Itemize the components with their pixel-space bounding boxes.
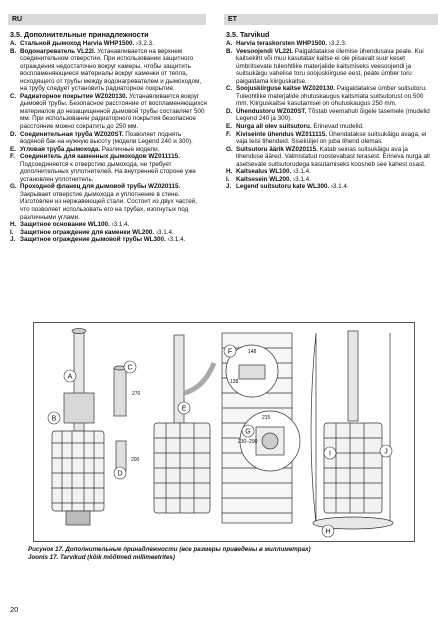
item-text: Katab seinas suitsukäigu ava ja tihenduse ääred. Valmistatud roostevabast terasest. Erineva nurga all asetsevate suitsutorudega kasutamiseks koosneb see kahest osast. [236,145,430,168]
item-letter: B. [10,47,17,55]
item-body [20,221,207,229]
item-letter: B. [226,47,233,55]
item-letter: D. [10,130,17,138]
item-title: Радиаторное покрытие WZ020130. [20,92,128,100]
language-tab-et: ET [224,14,438,25]
item-letter: G. [226,145,233,153]
item-letter: I. [226,175,230,183]
item-text: Paigaldatakse ülemise ühendusava peale. Kui kaitsekiht või muu kasutatav kaitse ei ole piisavalt suur keset ümbritsevate tuleohtlike materjalide kaitsmiseks veesoojendi ja suitsukäigu vahelise toru soojuskiirguse eest, peate ümber toru paigaldama kiirguskaitse. [236,47,424,85]
list-item [10,48,207,93]
list-item [226,176,436,184]
item-text: Erinevad mudelid. [311,123,364,131]
list-item [10,221,207,229]
list-item [10,236,207,244]
list-item [226,123,436,131]
dim-f-height: 138 [230,379,239,385]
item-letter: E. [226,123,232,131]
callout-f: F [227,348,233,356]
item-body [236,168,436,176]
item-body [20,93,207,131]
list-item [226,40,436,48]
list-item [10,93,207,131]
item-title: Veesoojendi VL22I. [236,47,294,55]
item-text: ›3.1.4. [291,175,311,183]
item-title: Kaitsesein WL200. [236,175,292,183]
item-title: Защитное основание WL100. [20,221,110,229]
item-title: Legend suitsutoru kate WL300. [236,183,330,191]
item-body [20,40,207,48]
dim-c-height: 270 [132,391,141,397]
figure-caption [28,546,428,561]
item-body [236,123,436,131]
caption-ru: Рисунок 17. Дополнительные принадлежности (все размеры приведены в миллиметрах) [28,546,311,553]
item-letter: H. [10,221,17,229]
column-ru [10,30,207,244]
callout-e: E [181,405,187,413]
item-text: ›3.2.3. [327,40,347,47]
item-text: ›3.1.4. [109,221,130,229]
column-et [226,30,436,191]
item-text: Закрывает отверстие дымохода и уплотнение в стене. Изготовлен из нержавеющей стали. Состоит из двух частей, что позволяет использовать его на трубах, изогнутых под различными углами. [20,190,197,221]
caption-et: Joonis 17. Tarvikud (kõik mõõtmed millimeetrites) [28,553,175,561]
item-letter: I. [10,228,14,236]
item-letter: C. [226,85,233,93]
item-body [236,48,436,86]
item-letter: A. [10,40,17,47]
item-letter: C. [10,92,17,100]
item-body [236,176,436,184]
dim-g-width: 215 [262,415,271,421]
item-body [20,146,207,154]
item-letter: F. [226,130,231,138]
item-title: Suitsutoru äärik WZ020115. [236,145,318,153]
section-heading-ru: 3.5. Дополнительные принадлежности [10,30,149,39]
item-text: ›3.1.4. [291,168,311,176]
callout-j: J [384,448,388,456]
list-item [10,131,207,146]
item-title: Ühendustoru WZ020ST. [236,107,307,115]
item-letter: J. [10,236,16,244]
list-item [226,168,436,176]
list-item [226,183,436,191]
callout-c: C [127,364,133,372]
item-letter: H. [226,168,233,176]
item-title: Nurga all olev suitsutoru. [236,123,312,131]
item-text: Устанавливается вокруг дымовой трубы. Безопасное расстояние от воспламеняющихся материалов до незащищенной дымовой трубы составляет 500 мм. При использовании радиаторного покрытия безопасное расстояние можно сократить до 250 мм. [20,92,207,131]
list-item [10,146,207,154]
item-title: Соединительная труба WZ020ST. [20,130,124,138]
item-text: ›3.2.3. [134,40,154,47]
item-letter: E. [10,145,16,153]
item-title: Угловая труба дымохода. [20,145,101,153]
list-item [226,85,436,108]
item-title: Проходной фланец для дымовой трубы WZ020115. [20,183,181,191]
item-title: Kiviseinte ühendus WZ011115. [236,130,327,138]
item-text: ›3.1.4. [329,183,349,191]
item-body [236,131,436,146]
item-text: Устанавливается на верхнем соединительном отверстии. При использовании защитного ограждения недостаточно вокруг камеры, чтобы защитить воспламеняющиеся материалы вокруг каменки от тепла, исходящего от трубы между водонагревателем и дымоходом, на трубу следует установить радиаторное покрытие. [20,47,202,93]
item-letter: D. [226,107,233,115]
item-text: ›3.1.4. [154,228,174,236]
item-body [20,131,207,146]
accessories-figure [33,322,415,542]
item-body [20,183,207,221]
list-item [10,153,207,183]
item-letter: F. [10,153,15,161]
item-text: Различные модели. [100,145,160,153]
item-letter: A. [226,40,233,47]
callout-i: I [329,450,331,458]
dim-d-height: 200 [131,457,140,463]
callout-h: H [325,528,331,536]
item-title: Защитное ограждение для каменки WL200. [20,228,155,236]
item-body [20,236,207,244]
item-title: Защитное ограждение дымовой трубы WL300. [20,236,166,244]
item-text: Paigaldatakse ümber suitsutoru. Tuleohtlike materjalide ohutuskaugus kaitsmata suitsutorust on 500 mm. Kiirguskaitse kasutamisel on ohutuskaugus 250 mm. [236,85,427,108]
callout-g: G [245,428,251,436]
item-body [20,48,207,93]
item-title: Стальной дымоход Harvia WHP1500. [20,40,135,47]
list-item [10,183,207,221]
accessory-list-ru [10,40,207,244]
callout-d: D [117,470,123,478]
item-text: ›3.1.4. [165,236,186,244]
item-body [236,183,436,191]
item-body [236,85,436,108]
dim-g-height: 230–290 [238,439,258,445]
item-body [20,153,207,183]
item-body [236,146,436,169]
list-item [226,48,436,86]
item-letter: G. [10,183,17,191]
item-title: Водонагреватель VL22I. [20,47,96,55]
language-tab-ru: RU [8,14,206,25]
callout-b: B [51,415,57,423]
accessories-illustration [34,323,414,541]
list-item [226,146,436,169]
item-text: Позволяет поднять водяной бак на нужную высоту (модели Legend 240 и 300). [20,130,193,146]
list-item [226,131,436,146]
accessory-list-et [226,40,436,191]
item-text: Tõstab veemahuti õigele tasemele (mudelid Legend 240 ja 300). [236,107,430,123]
item-body [236,40,436,48]
section-heading-et: 3.5. Tarvikud [226,30,270,39]
item-title: Соединитель для каменных дымоходов WZ011115. [20,153,180,161]
page-number: 20 [10,605,19,614]
item-title: Kaitsealus WL100. [236,168,292,176]
item-text: Подсоединяется к отверстию дымохода, не требует дополнительных уплотнителей. На внутренней стороне уже установлен уплотнитель. [20,160,196,183]
item-letter: J. [226,183,232,191]
item-body [236,108,436,123]
dim-f-width: 148 [248,349,257,355]
list-item [226,108,436,123]
list-item [10,40,207,48]
item-title: Soojuskiirguse kaitse WZ020130. [236,85,336,93]
item-text: Ühendatakse suitsukäigu avaga, ei vaja teisi tihendeid. Siseküljel on juba tihend olemas. [236,130,427,146]
callout-a: A [67,373,73,381]
item-title: Harvia teraskorsten WHP1500. [236,40,328,47]
